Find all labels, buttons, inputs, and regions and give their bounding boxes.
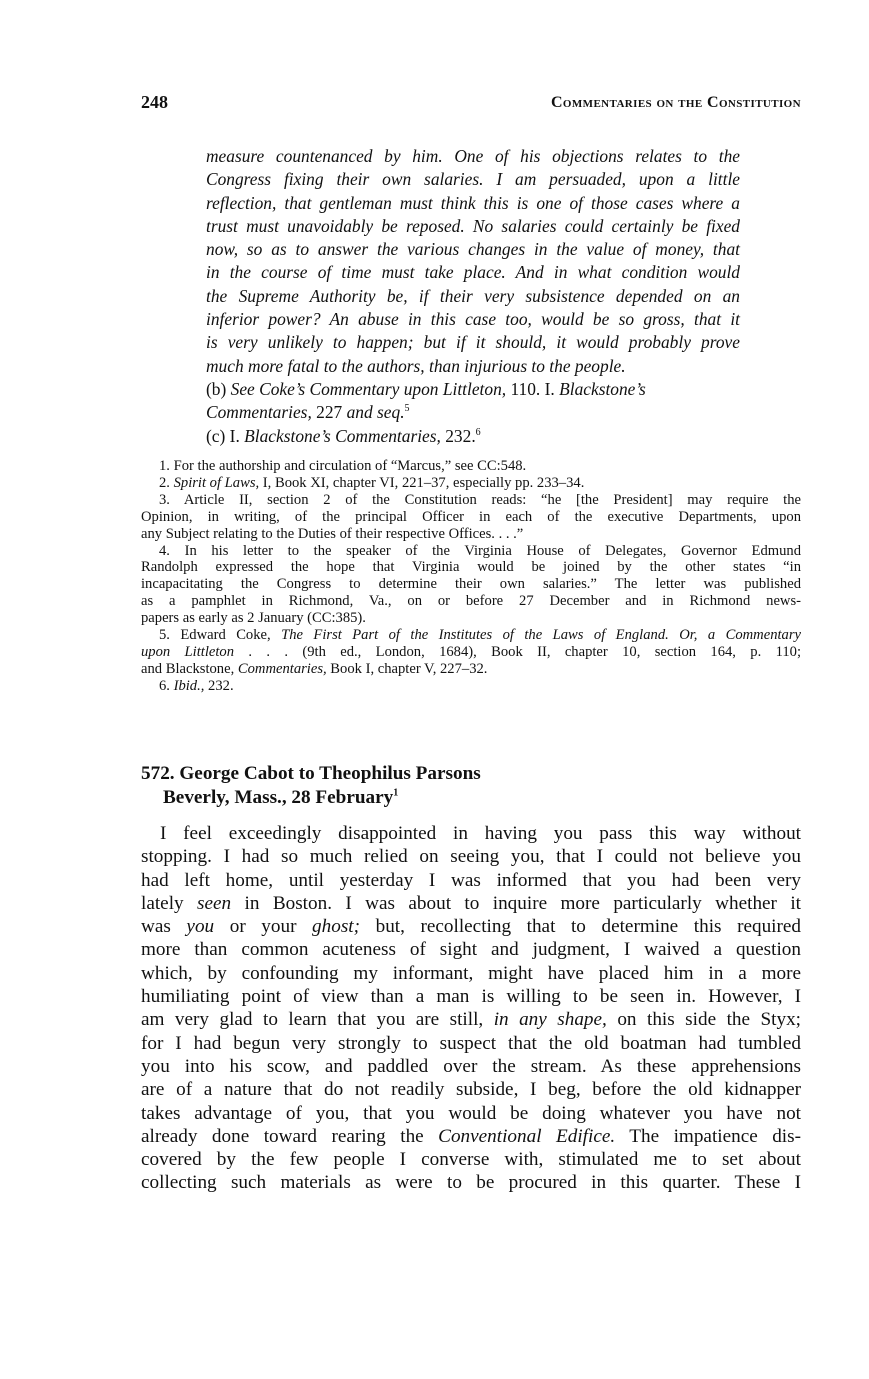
footnote-5 xyxy=(141,627,801,644)
footnote-1: 1. For the authorship and circulation of “Marcus,” see CC:548. xyxy=(159,458,527,474)
footnote-4-line: papers as early as 2 January (CC:385). xyxy=(141,610,366,627)
footnote-text: . . . (9th ed., London, 1684), Book II, chapter 10, section 164, p. 110; xyxy=(234,643,802,660)
note-work: Commentaries, xyxy=(206,402,312,423)
footnote-5-line xyxy=(141,644,801,661)
letter-line: are of a nature that do not readily subside, I beg, before the old kidnapper xyxy=(141,1079,801,1101)
note-number: 227 xyxy=(311,402,347,423)
footnote-text: and Blackstone, xyxy=(141,660,238,677)
quote-line: inferior power? An abuse in this case too, would be so gross, that it xyxy=(206,309,740,330)
emphasis: you xyxy=(186,916,215,938)
footnote-ref: 6 xyxy=(475,426,481,438)
quote-line: Congress fixing their own salaries. I am persuaded, upon a little xyxy=(206,169,740,190)
letter-line xyxy=(141,892,801,915)
quote-line: much more fatal to the authors, than injurious to the people. xyxy=(206,355,626,376)
quote-line: the Supreme Authority be, if their very subsistence depended on an xyxy=(206,285,740,306)
footnote-text: Book I, chapter V, 227–32. xyxy=(326,660,488,677)
footnote-3-line: Opinion, in writing, of the principal Officer in each of the executive Departments, upon xyxy=(141,508,801,525)
letter-line xyxy=(141,915,801,938)
footnote-4-line: incapacitating the Congress to determine their own salaries.” The letter was published xyxy=(141,576,801,593)
footnote-3-line: any Subject relating to the Duties of their respective Offices. . . .” xyxy=(141,525,524,542)
quote-line: now, so as to answer the various changes in the value of money, that xyxy=(206,239,740,260)
footnote-3: 3. Article II, section 2 of the Constitution reads: “he [the President] may require the xyxy=(159,491,801,508)
footnote-ref: 5 xyxy=(404,403,410,415)
note-label: (c) I. xyxy=(206,425,245,446)
footnote-ref: 1 xyxy=(393,787,399,799)
document-dateline xyxy=(141,786,801,810)
note-and-seq: and seq. xyxy=(346,402,405,423)
author-note-c xyxy=(206,425,740,448)
quote-line: measure countenanced by him. One of his objections relates to the xyxy=(206,146,740,166)
footnote-2 xyxy=(141,475,801,492)
letter-line: covered by the few people I converse with, stimulated me to set about xyxy=(141,1149,801,1171)
letter-line: takes advantage of you, that you would be doing whatever you have not xyxy=(141,1102,801,1124)
letter-text: on this side the Styx; xyxy=(606,1009,802,1031)
emphasis: seen xyxy=(197,892,232,914)
letter-line: for I had begun very strongly to suspect that the old boatman had tumbled xyxy=(141,1032,801,1054)
footnote-6 xyxy=(141,678,801,695)
letter-line xyxy=(141,1008,801,1031)
letter-line: more than common acuteness of sight and judgment, I waived a question xyxy=(141,939,801,961)
letter-line: stopping. I had so much relied on seeing you, that I could not believe you xyxy=(141,846,801,868)
letter-line: had left home, until yesterday I was informed that you had been very xyxy=(141,869,801,891)
document-title: 572. George Cabot to Theophilus Parsons xyxy=(141,763,481,784)
note-work: Blackstone’s xyxy=(559,378,646,399)
letter-line: I feel exceedingly disappointed in having you pass this way without xyxy=(160,823,801,844)
letter-line: collecting such materials as were to be procured in this quarter. These I xyxy=(141,1172,801,1194)
quote-line: is very unlikely to happen; but if it should, it would probably prove xyxy=(206,332,740,353)
footnote-text: I, Book XI, chapter VI, 221–37, especially pp. 233–34. xyxy=(259,474,585,491)
document-heading xyxy=(141,762,801,810)
letter-line: humiliating point of view than a man is willing to be seen in. However, I xyxy=(141,986,801,1008)
quote-line: in the course of time must take place. And in what condition would xyxy=(206,262,740,283)
footnote-text: 2. xyxy=(159,474,174,491)
letter-body xyxy=(141,822,801,1195)
emphasis: in any shape, xyxy=(493,1009,607,1031)
dateline-text: Beverly, Mass., 28 February xyxy=(163,787,394,808)
letter-text: was xyxy=(141,916,187,938)
quote-line: trust must unavoidably be reposed. No salaries could certainly be fixed xyxy=(206,215,740,236)
footnote-4-line: Randolph expressed the hope that Virginia would be joined by the other states “in xyxy=(141,559,801,576)
footnote-title: Spirit of Laws, xyxy=(173,474,260,491)
note-work: Blackstone’s Commentaries, xyxy=(244,425,441,446)
page-header xyxy=(141,92,801,118)
letter-line: which, by confounding my informant, might have placed him in a more xyxy=(141,962,801,984)
footnote-4: 4. In his letter to the speaker of the Virginia House of Delegates, Governor Edmund xyxy=(159,542,801,559)
letter-text: The impatience dis- xyxy=(615,1125,801,1147)
footnote-text: 6. xyxy=(159,677,174,694)
footnote-ibid: Ibid., xyxy=(173,677,205,694)
page-number: 248 xyxy=(141,92,168,112)
author-note-b xyxy=(206,378,740,401)
footnote-text: 5. Edward Coke, xyxy=(159,627,282,644)
emphasis: Conventional Edifice. xyxy=(438,1125,616,1147)
letter-text: in Boston. I was about to inquire more particularly whether it xyxy=(231,892,801,914)
note-label: (b) xyxy=(206,378,227,399)
footnote-text: 232. xyxy=(204,677,234,694)
letter-text: lately xyxy=(141,892,198,914)
author-note-b-continued xyxy=(206,401,740,424)
footnote-5-line xyxy=(141,661,801,678)
footnote-title: Commentaries, xyxy=(237,660,327,677)
note-citation: See Coke’s Commentary upon Littleton, xyxy=(230,378,507,399)
footnotes xyxy=(141,458,801,695)
letter-line: you into his scow, and paddled over the stream. As these apprehensions xyxy=(141,1055,801,1077)
quoted-text-block xyxy=(206,145,740,448)
letter-text: am very glad to learn that you are still, xyxy=(141,1009,494,1031)
letter-text: but, recollecting that to determine this required xyxy=(360,916,802,938)
emphasis: ghost; xyxy=(312,916,361,938)
letter-line xyxy=(141,1125,801,1148)
letter-text: or your xyxy=(214,916,313,938)
quote-line: reflection, that gentleman must think this is one of those cases where a xyxy=(206,192,740,213)
note-number: 232. xyxy=(440,425,476,446)
footnote-4-line: as a pamphlet in Richmond, Va., on or before 27 December and in Richmond news- xyxy=(141,593,801,610)
footnote-title: The First Part of the Institutes of the Laws of England. Or, a Commentary xyxy=(281,627,802,644)
letter-text: already done toward rearing the xyxy=(141,1125,439,1147)
footnote-title: upon Littleton xyxy=(141,643,235,660)
note-number: 110. I. xyxy=(506,378,560,399)
running-head: Commentaries on the Constitution xyxy=(550,94,801,111)
